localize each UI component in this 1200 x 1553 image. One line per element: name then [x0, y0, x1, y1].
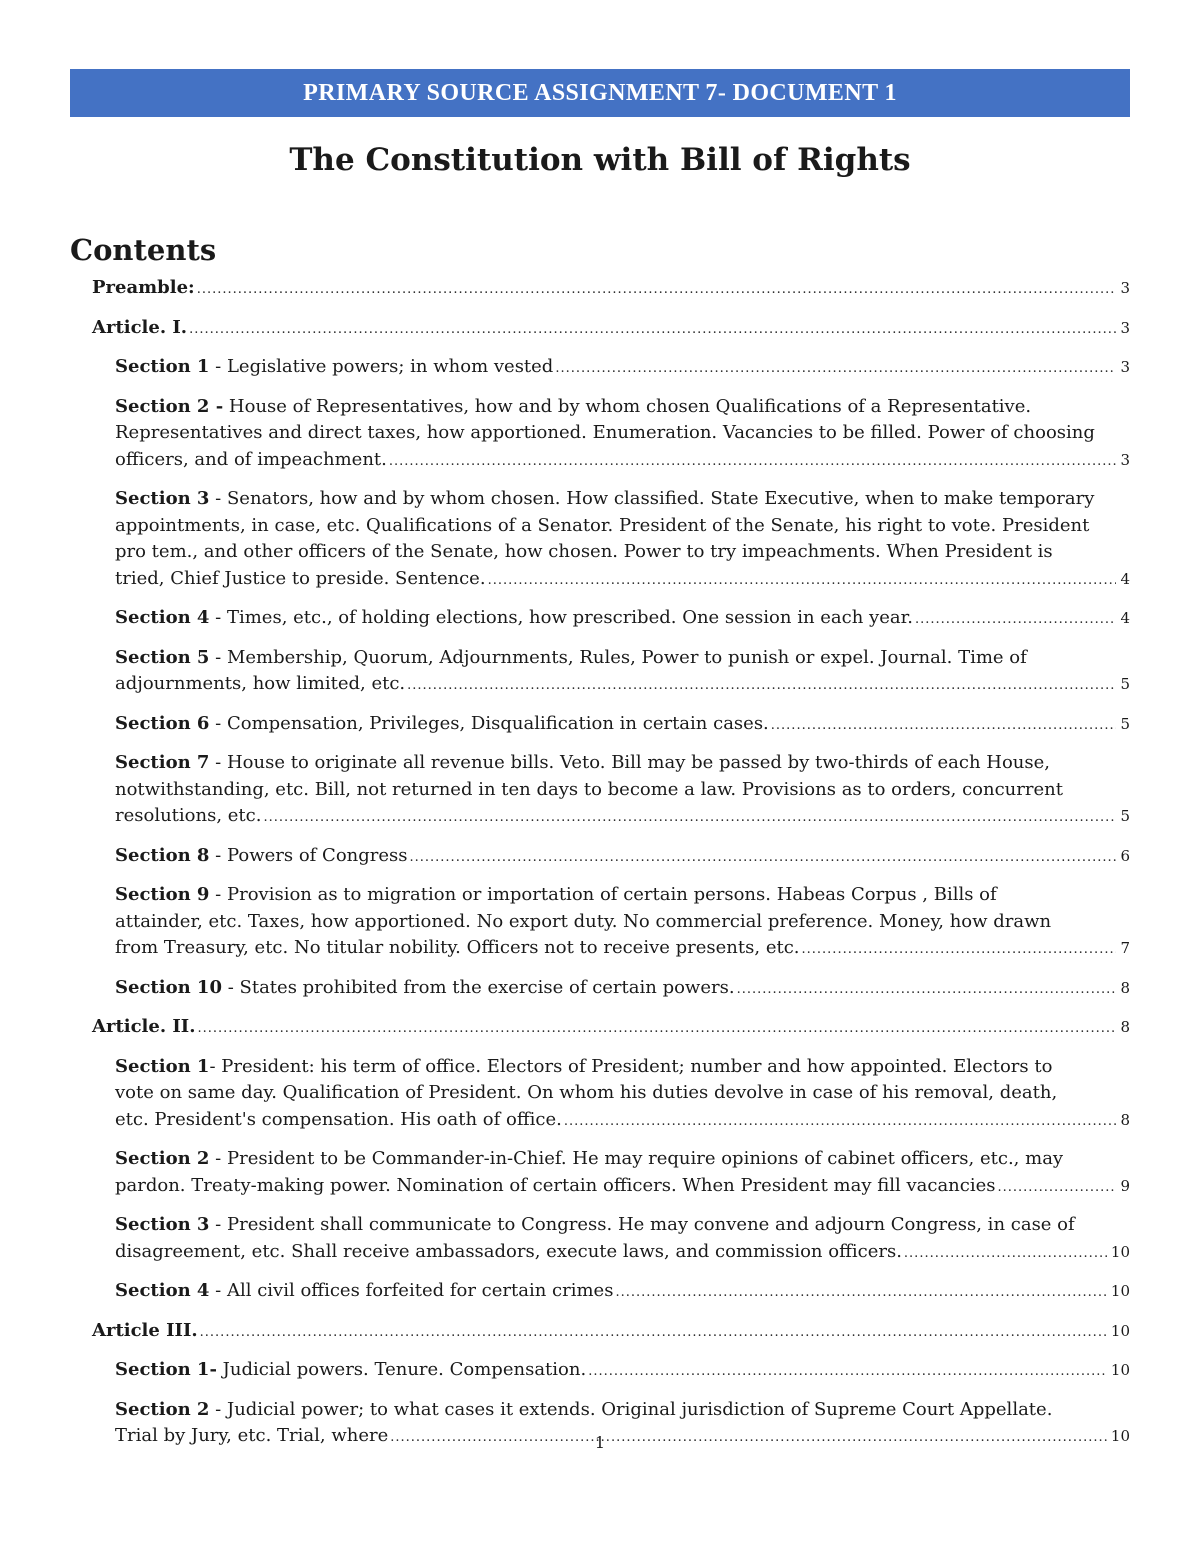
document-title: The Constitution with Bill of Rights: [289, 142, 911, 178]
toc-entry-text: - President to be Commander-in-Chief. He may require opinions of cabinet officers, etc., may: [209, 1148, 1064, 1169]
toc-entry-heading: Section 8: [115, 844, 210, 866]
toc-article-entry[interactable]: [92, 315, 1130, 344]
toc-page-number: 7: [1120, 939, 1130, 957]
dot-leader: [410, 843, 1117, 872]
toc-entry-heading: Section 4: [115, 607, 210, 628]
toc-page-number: 3: [1120, 450, 1130, 469]
toc-section-entry[interactable]: [115, 1278, 1130, 1307]
toc-section-entry[interactable]: [115, 843, 1130, 872]
dot-leader: [737, 975, 1117, 1004]
toc-entry-heading: Section 9: [115, 884, 210, 905]
toc-page-number: 3: [1120, 318, 1130, 337]
toc-page-number: 4: [1120, 569, 1130, 588]
toc-page-number: 5: [1120, 675, 1130, 693]
toc-page-number: 3: [1120, 279, 1130, 297]
toc-entry-heading: Section 1: [115, 356, 210, 377]
toc-entry-text: - President: his term of office. Electors of President; number and how appointed. Electors to: [209, 1055, 1053, 1077]
toc-entry-heading: Section 3: [115, 488, 210, 509]
toc-entry-text: House of Representatives, how and by whom chosen Qualifications of a Representative.: [223, 395, 1032, 417]
toc-section-entry[interactable]: [115, 975, 1130, 1004]
toc-page-number: 5: [1120, 807, 1130, 825]
toc-article-entry[interactable]: [92, 1014, 1130, 1043]
toc-entry-text: disagreement, etc. Shall receive ambassadors, execute laws, and commission officers.: [115, 1240, 902, 1262]
toc-section-entry[interactable]: [115, 354, 1130, 383]
page-number: 1: [594, 1433, 606, 1452]
toc-section-entry[interactable]: [115, 882, 1130, 964]
toc-entry-text: from Treasury, etc. No titular nobility. Officers not to receive presents, etc.: [115, 937, 800, 958]
dot-leader: [915, 605, 1117, 634]
toc-entry-text: Representatives and direct taxes, how apportioned. Enumeration. Vacancies to be filled. Power of choosing: [115, 422, 1095, 443]
toc-section-entry[interactable]: [115, 711, 1130, 740]
toc-entry-text: - Powers of Congress: [209, 844, 408, 866]
document-banner: PRIMARY SOURCE ASSIGNMENT 7- DOCUMENT 1: [70, 69, 1130, 117]
contents-heading: Contents: [70, 233, 217, 267]
dot-leader: [615, 1278, 1106, 1307]
dot-leader: [904, 1239, 1107, 1268]
toc-entry-text: officers, and of impeachment.: [115, 448, 387, 470]
toc-entry-text: - Compensation, Privileges, Disqualification in certain cases.: [209, 712, 769, 734]
dot-leader: [389, 447, 1117, 476]
toc-entry-text: - Senators, how and by whom chosen. How classified. State Executive, when to make temporary: [209, 488, 1095, 509]
toc-entry-text: adjournments, how limited, etc.: [115, 673, 406, 694]
toc-entry-text: resolutions, etc.: [115, 805, 262, 826]
dot-leader: [588, 1357, 1107, 1386]
toc-section-entry[interactable]: [115, 1357, 1130, 1386]
dot-leader: [263, 803, 1116, 832]
toc-section-entry[interactable]: [115, 1146, 1130, 1201]
toc-page-number: 8: [1120, 978, 1130, 997]
toc-article-entry[interactable]: [92, 275, 1130, 304]
dot-leader: [564, 1107, 1117, 1136]
dot-leader: [488, 566, 1117, 595]
toc-article-entry[interactable]: [92, 1318, 1130, 1347]
dot-leader: [198, 1014, 1117, 1043]
toc-entry-text: - Membership, Quorum, Adjournments, Rules, Power to punish or expel. Journal. Time of: [209, 646, 1027, 668]
dot-leader: [197, 275, 1117, 304]
toc-entry-text: - House to originate all revenue bills. Veto. Bill may be passed by two-thirds of each House,: [209, 752, 1051, 773]
dot-leader: [771, 711, 1117, 740]
toc-entry-heading: Section 2: [115, 1398, 210, 1420]
toc-entry-text: attainder, etc. Taxes, how apportioned. No export duty. No commercial preference. Money, how drawn: [115, 910, 1052, 932]
toc-section-entry[interactable]: [115, 486, 1130, 594]
toc-entry-heading: Section 3: [115, 1214, 210, 1235]
toc-page-number: 4: [1120, 609, 1130, 627]
toc-entry-heading: Section 1: [115, 1055, 210, 1077]
toc-entry-heading: Section 5: [115, 646, 210, 668]
toc-entry-text: tried, Chief Justice to preside. Sentence.: [115, 567, 486, 589]
toc-page-number: 8: [1120, 1110, 1130, 1129]
dot-leader: [407, 671, 1116, 700]
toc-entry-text: pro tem., and other officers of the Senate, how chosen. Power to try impeachments. When President is: [115, 541, 1053, 562]
dot-leader: [200, 1318, 1107, 1347]
toc-page-number: 10: [1110, 1242, 1130, 1261]
dot-leader: [555, 354, 1116, 383]
toc-entry-heading: Section 10: [115, 976, 222, 998]
toc-section-entry[interactable]: [115, 645, 1130, 700]
toc-page-number: 8: [1120, 1018, 1130, 1036]
toc-page-number: 5: [1120, 714, 1130, 733]
toc-entry-text: - Legislative powers; in whom vested: [209, 356, 554, 377]
toc-entry-heading: Section 1-: [115, 1359, 217, 1380]
toc-section-entry[interactable]: [115, 394, 1130, 476]
toc-section-entry[interactable]: [115, 1054, 1130, 1136]
toc-entry-text: - States prohibited from the exercise of certain powers.: [221, 976, 735, 998]
toc-entry-heading: Section 6: [115, 712, 210, 734]
toc-page-number: 10: [1110, 1361, 1130, 1379]
toc-entry-heading: Preamble:: [92, 277, 195, 298]
toc-page-number: 3: [1120, 358, 1130, 376]
toc-entry-text: - Times, etc., of holding elections, how prescribed. One session in each year.: [209, 607, 913, 628]
toc-entry-text: pardon. Treaty-making power. Nomination of certain officers. When President may fill vacancies: [115, 1174, 996, 1196]
toc-entry-heading: Section 7: [115, 752, 210, 773]
toc-entry-heading: Article. II.: [92, 1016, 196, 1037]
toc-entry-text: vote on same day. Qualification of President. On whom his duties devolve in case of his removal, death,: [115, 1082, 1058, 1103]
toc-entry-text: etc. President's compensation. His oath of office.: [115, 1108, 562, 1130]
toc-entry-text: - Provision as to migration or importation of certain persons. Habeas Corpus , Bills of: [209, 884, 997, 905]
toc-section-entry[interactable]: [115, 605, 1130, 634]
toc-entry-heading: Article III.: [92, 1319, 198, 1341]
toc-page-number: 10: [1110, 1282, 1130, 1300]
toc-section-entry[interactable]: [115, 750, 1130, 832]
toc-entry-text: - Judicial power; to what cases it extends. Original jurisdiction of Supreme Court Appellate.: [209, 1398, 1053, 1420]
toc-entry-text: appointments, in case, etc. Qualifications of a Senator. President of the Senate, his right to vote. President: [115, 514, 1090, 536]
table-of-contents: [70, 275, 1130, 1452]
toc-entry-text: notwithstanding, etc. Bill, not returned in ten days to become a law. Provisions as to orders, concurrent: [115, 778, 1063, 800]
toc-entry-text: - President shall communicate to Congress. He may convene and adjourn Congress, in case of: [209, 1214, 1075, 1235]
toc-page-number: 10: [1110, 1427, 1130, 1445]
toc-entry-text: Trial by Jury, etc. Trial, where: [115, 1425, 389, 1446]
toc-entry-heading: Section 2 -: [115, 395, 224, 417]
toc-entry-heading: Article. I.: [92, 316, 188, 338]
toc-entry-heading: Section 4: [115, 1280, 210, 1301]
toc-page-number: 9: [1120, 1176, 1130, 1195]
toc-page-number: 6: [1120, 846, 1130, 865]
dot-leader: [802, 935, 1117, 964]
toc-page-number: 10: [1110, 1321, 1130, 1340]
toc-entry-text: Judicial powers. Tenure. Compensation.: [216, 1359, 587, 1380]
toc-section-entry[interactable]: [115, 1212, 1130, 1267]
dot-leader: [189, 315, 1116, 344]
dot-leader: [998, 1173, 1117, 1202]
toc-entry-text: - All civil offices forfeited for certain crimes: [209, 1280, 614, 1301]
toc-entry-heading: Section 2: [115, 1148, 210, 1169]
